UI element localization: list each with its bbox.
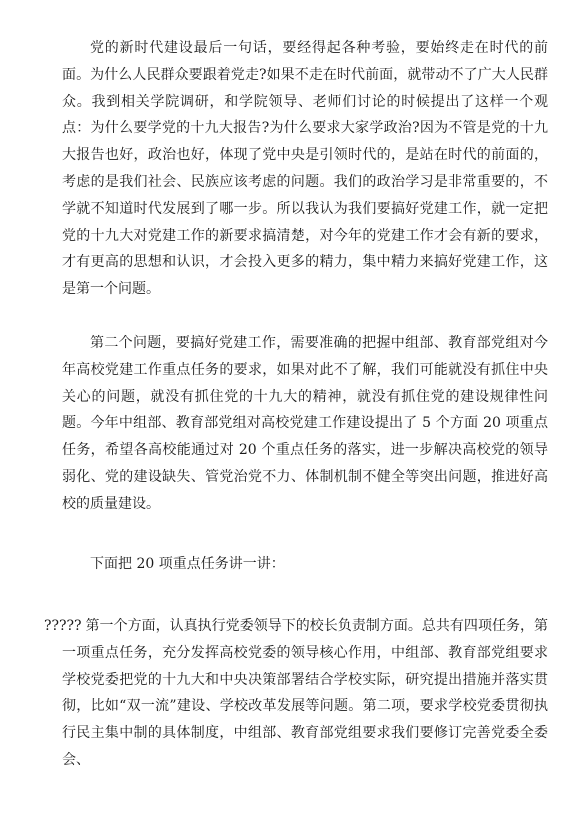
paragraph-2 (62, 330, 548, 518)
paragraph-3 (62, 551, 285, 578)
paragraph-1-text: 党的新时代建设最后一句话，要经得起各种考验，要始终走在时代的前面。为什么人民群众要跟着党走?如果不走在时代前面，就带动不了广大人民群众。我到相关学院调研，和学院领导、老师们讨论的时候提出了这样一个观点：为什么要学党的十九大报告?为什么要求大家学政治?因为不管是党的十九大报告也好，政治也好，体现了党中央是引领时代的，是站在时代的前面的，考虑的是我们社会、民族应该考虑的问题。我们的政治学习是非常重要的，不学就不知道时代发展到了哪一步。所以我认为我们要搞好党建工作，就一定把党的十九大对党建工作的新要求搞清楚，对今年的党建工作才会有新的要求，才有更高的思想和认识，才会投入更多的精力，集中精力来搞好党建工作，这是第一个问题。 (62, 40, 548, 298)
paragraph-4 (44, 613, 548, 774)
paragraph-1 (62, 35, 548, 303)
paragraph-2-text: 第二个问题，要搞好党建工作，需要准确的把握中组部、教育部党组对今年高校党建工作重点任务的要求，如果对此不了解，我们可能就没有抓住中央关心的问题，就没有抓住党的十九大的精神，就没有抓住党的建设规律性问题。今年中组部、教育部党组对高校党建工作建设提出了 5 个方面 20 项重点任务，希望各高校能通过对 20 个重点任务的落实，进一步解决高校党的领导弱化、党的建设缺失、管党治党不力、体制机制不健全等突出问题，推进好高校的质量建设。 (62, 335, 548, 512)
paragraph-3-text: 下面把 20 项重点任务讲一讲： (90, 556, 285, 572)
paragraph-4-prefix: ????? (44, 618, 82, 634)
paragraph-4-text: 第一个方面，认真执行党委领导下的校长负责制方面。总共有四项任务，第一项重点任务，充分发挥高校党委的领导核心作用，中组部、教育部党组要求学校党委把党的十九大和中央决策部署结合学校实际，研究提出措施并落实贯彻，比如“双一流”建设、学校改革发展等问题。第二项，要求学校党委贯彻执行民主集中制的具体制度，中组部、教育部党组要求我们要修订完善党委全委会、 (62, 618, 548, 768)
